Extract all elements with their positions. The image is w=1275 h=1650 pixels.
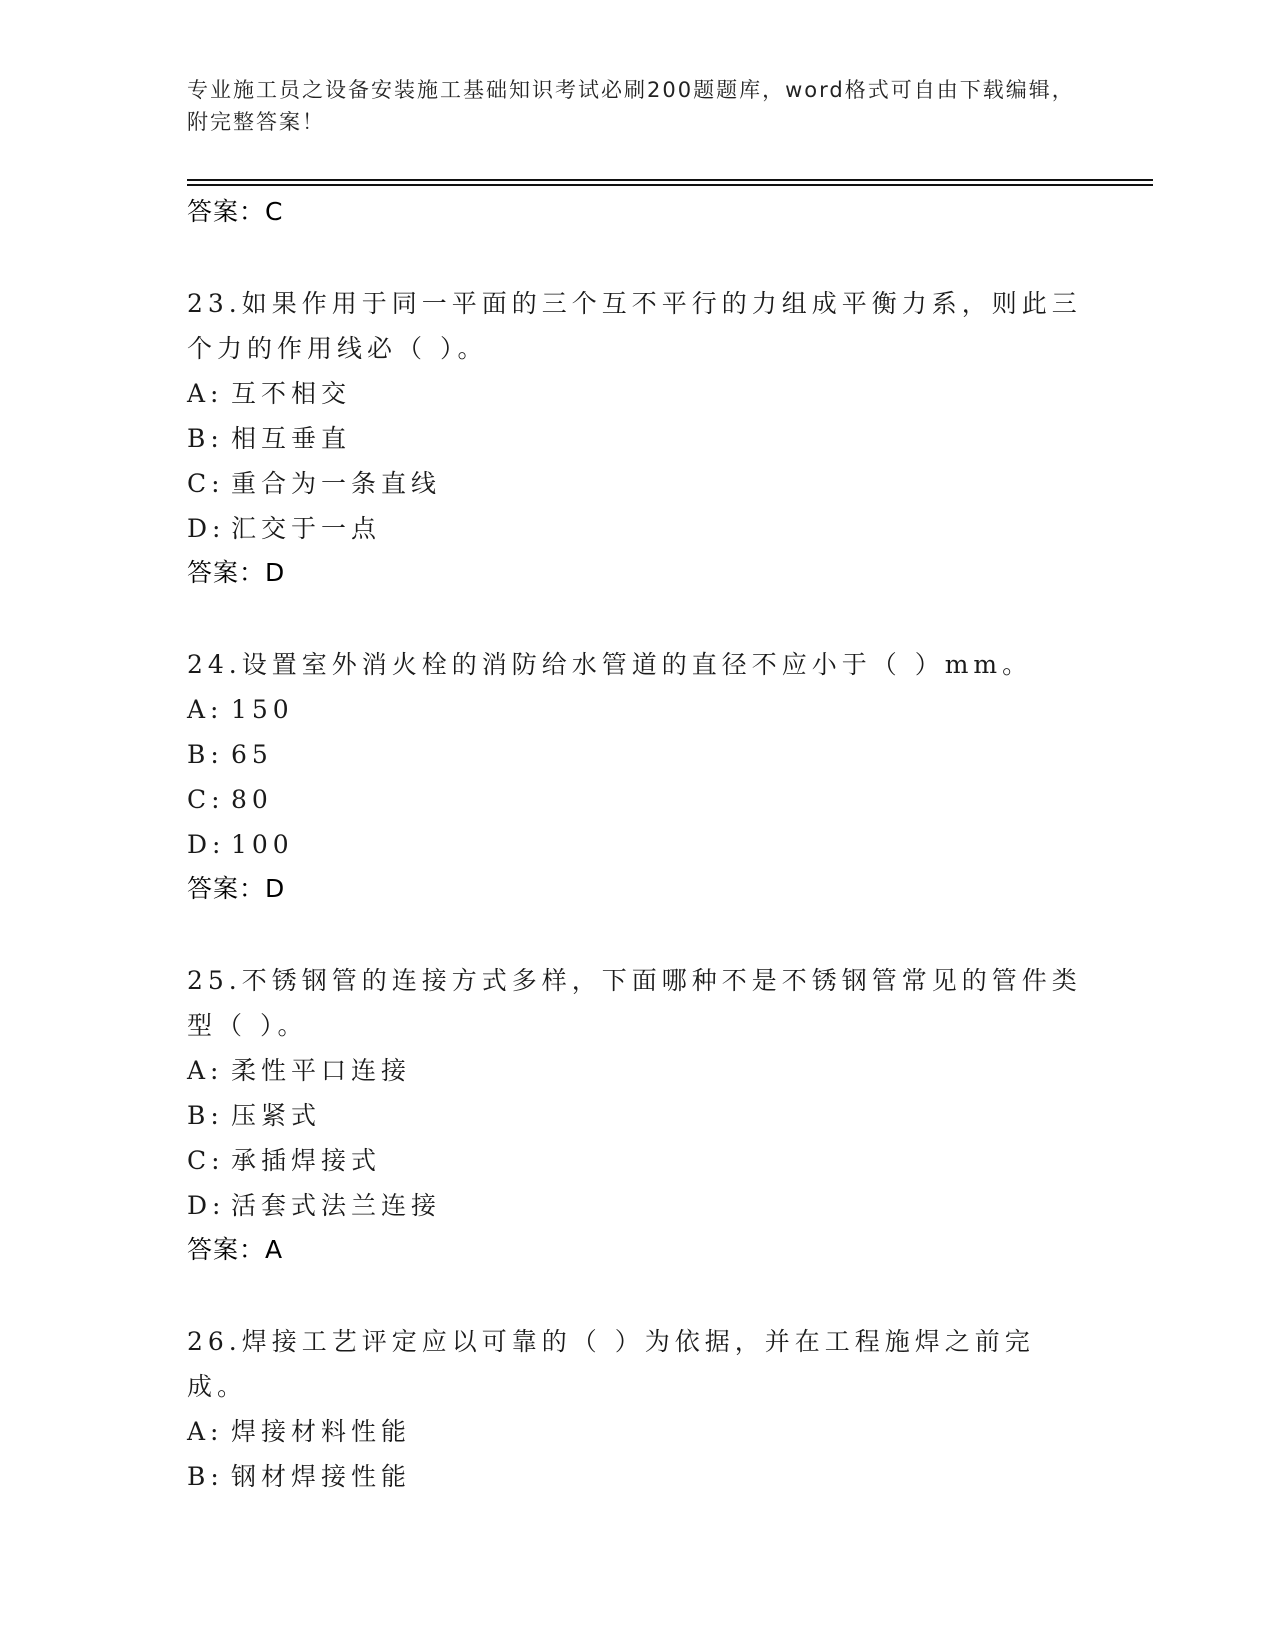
question-stem: 25.不锈钢管的连接方式多样，下面哪种不是不锈钢管常见的管件类型（ ）。 [187,966,1082,1040]
spacer [187,911,1087,958]
option-text: 活套式法兰连接 [231,1191,442,1220]
question-answer: 答案：A [187,1235,284,1264]
option-text: 重合为一条直线 [231,469,442,498]
option-d [187,822,1087,867]
option-letter: D: [187,1191,226,1220]
question-26 [187,1319,1087,1499]
header-divider-top [187,179,1153,181]
option-b [187,416,1087,461]
option-text: 80 [231,785,273,814]
option-letter: C: [187,785,225,814]
option-letter: B: [187,740,224,769]
question-list [187,190,1087,1499]
option-c [187,461,1087,506]
option-d [187,1183,1087,1228]
option-text: 承插焊接式 [231,1146,382,1175]
option-letter: C: [187,1146,225,1175]
spacer [187,595,1087,642]
question-stem: 24.设置室外消火栓的消防给水管道的直径不应小于（ ）mm。 [187,650,1033,679]
option-a [187,1409,1087,1454]
option-letter: B: [187,1462,224,1491]
question-23 [187,281,1087,595]
option-letter: A: [187,1417,224,1446]
document-header-title: 专业施工员之设备安装施工基础知识考试必刷200题题库，word格式可自由下载编辑，附完整答案！ [187,78,1075,134]
option-text: 互不相交 [231,379,352,408]
question-answer: 答案：D [187,558,286,587]
spacer [187,1272,1087,1319]
option-text: 100 [231,830,294,859]
option-d [187,506,1087,551]
question-answer: 答案：D [187,874,286,903]
option-letter: C: [187,469,225,498]
question-stem: 23.如果作用于同一平面的三个互不平行的力组成平衡力系，则此三个力的作用线必（ ）。 [187,289,1082,363]
option-letter: A: [187,695,224,724]
option-letter: A: [187,1056,224,1085]
option-b [187,732,1087,777]
option-letter: A: [187,379,224,408]
option-letter: B: [187,1101,224,1130]
option-c [187,1138,1087,1183]
question-24 [187,642,1087,911]
option-text: 压紧式 [231,1101,322,1130]
option-text: 焊接材料性能 [231,1417,412,1446]
option-text: 150 [231,695,294,724]
option-a [187,371,1087,416]
question-25 [187,958,1087,1272]
option-text: 柔性平口连接 [231,1056,412,1085]
option-letter: B: [187,424,224,453]
option-text: 汇交于一点 [231,514,382,543]
question-stem: 26.焊接工艺评定应以可靠的（ ）为依据，并在工程施焊之前完成。 [187,1327,1035,1401]
option-b [187,1093,1087,1138]
header-divider-bottom [187,184,1153,186]
previous-answer: 答案：C [187,197,284,226]
option-a [187,687,1087,732]
option-text: 相互垂直 [231,424,352,453]
option-letter: D: [187,830,226,859]
option-b [187,1454,1087,1499]
option-letter: D: [187,514,226,543]
option-a [187,1048,1087,1093]
option-c [187,777,1087,822]
option-text: 65 [231,740,273,769]
spacer [187,234,1087,281]
option-text: 钢材焊接性能 [231,1462,412,1491]
